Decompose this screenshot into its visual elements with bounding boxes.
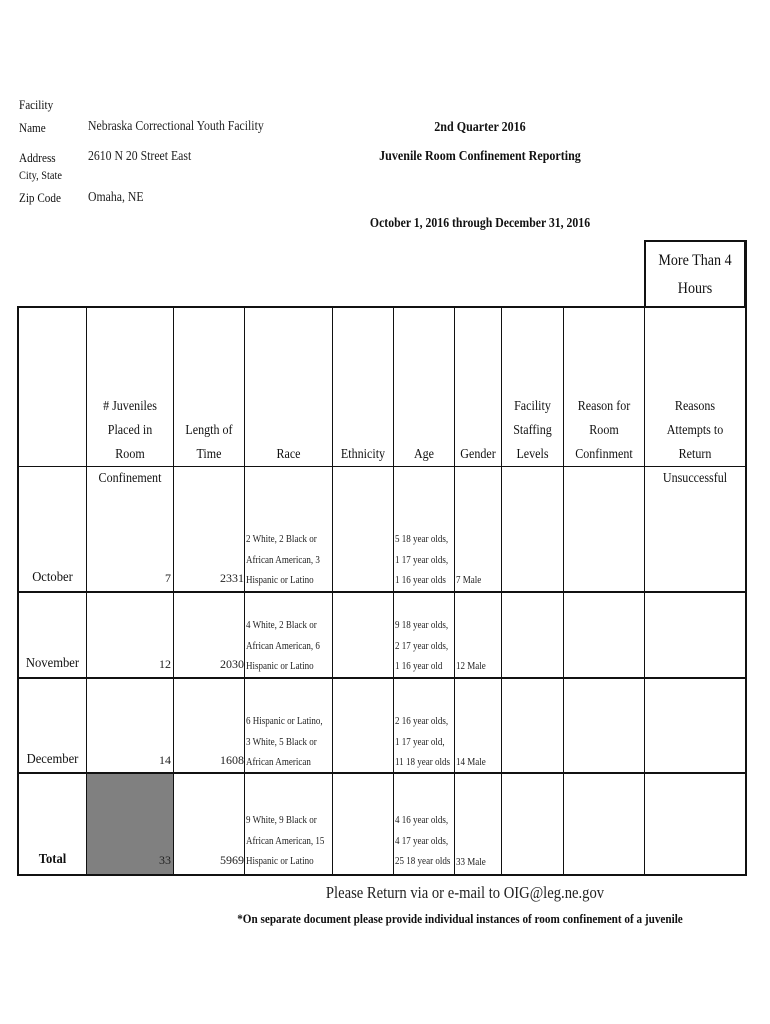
- row-age: 4 16 year olds, 4 17 year olds, 25 18 year olds: [395, 814, 451, 867]
- row-race: 9 White, 9 Black or African American, 15 Hispanic or Latino: [246, 814, 325, 867]
- zip-code-label: Zip Code: [19, 190, 61, 205]
- return-instructions: Please Return via or e-mail to OIG@leg.ne.gov: [325, 883, 605, 902]
- row-length: 2030: [220, 657, 244, 671]
- header-age: Age: [413, 447, 435, 462]
- address-value: 2610 N 20 Street East: [88, 149, 192, 164]
- row-length: 2331: [220, 571, 244, 585]
- city-value: Omaha, NE: [88, 190, 144, 205]
- row-gender: 33 Male: [456, 856, 486, 868]
- row-gender: 7 Male: [456, 574, 482, 586]
- row-gender: 14 Male: [456, 756, 486, 768]
- city-state-label: City, State: [19, 168, 62, 182]
- header-ethnicity: Ethnicity: [340, 447, 386, 462]
- row-age: 5 18 year olds, 1 17 year olds, 1 16 year olds: [395, 533, 449, 586]
- header-attempts: Reasons Attempts to Return Unsuccessful: [662, 399, 728, 486]
- report-period: October 1, 2016 through December 31, 2016: [369, 216, 591, 231]
- header-gender: Gender: [460, 447, 496, 462]
- header-length: Length of Time: [185, 423, 233, 462]
- row-juveniles: 33: [159, 853, 171, 867]
- row-juveniles: 7: [165, 571, 171, 585]
- row-month: October: [32, 570, 73, 585]
- more-than-box: [644, 240, 746, 306]
- row-juveniles: 14: [159, 753, 171, 767]
- row-length: 5969: [220, 853, 244, 867]
- row-race: 6 Hispanic or Latino, 3 White, 5 Black or African American: [246, 715, 323, 768]
- quarter-title: 2nd Quarter 2016: [434, 120, 526, 135]
- row-race: 4 White, 2 Black or African American, 6 Hispanic or Latino: [246, 619, 320, 672]
- header-juveniles: # Juveniles Placed in Room Confinement: [98, 399, 162, 486]
- row-juveniles: 12: [159, 657, 171, 671]
- row-gender: 12 Male: [456, 660, 486, 672]
- row-race: 2 White, 2 Black or African American, 3 Hispanic or Latino: [246, 533, 320, 586]
- address-label: Address: [19, 150, 56, 165]
- row-age: 9 18 year olds, 2 17 year olds, 1 16 year old: [395, 619, 449, 672]
- header-staffing: Facility Staffing Levels: [513, 399, 552, 462]
- header-reason: Reason for Room Confinment: [575, 399, 633, 462]
- footnote: *On separate document please provide individual instances of room confinement of a juvenile: [237, 911, 683, 926]
- more-than-label: More Than 4 Hours: [658, 252, 732, 297]
- header-race: Race: [276, 447, 301, 462]
- facility-name-label-2: Name: [19, 120, 46, 135]
- row-month: December: [26, 752, 79, 767]
- row-month: November: [25, 656, 80, 671]
- report-title: Juvenile Room Confinement Reporting: [379, 149, 581, 164]
- row-length: 1608: [220, 753, 244, 767]
- facility-name-label: Facility: [19, 97, 54, 112]
- facility-name-value: Nebraska Correctional Youth Facility: [88, 119, 264, 134]
- row-month: Total: [38, 852, 67, 867]
- row-age: 2 16 year olds, 1 17 year old, 11 18 year olds: [395, 715, 451, 768]
